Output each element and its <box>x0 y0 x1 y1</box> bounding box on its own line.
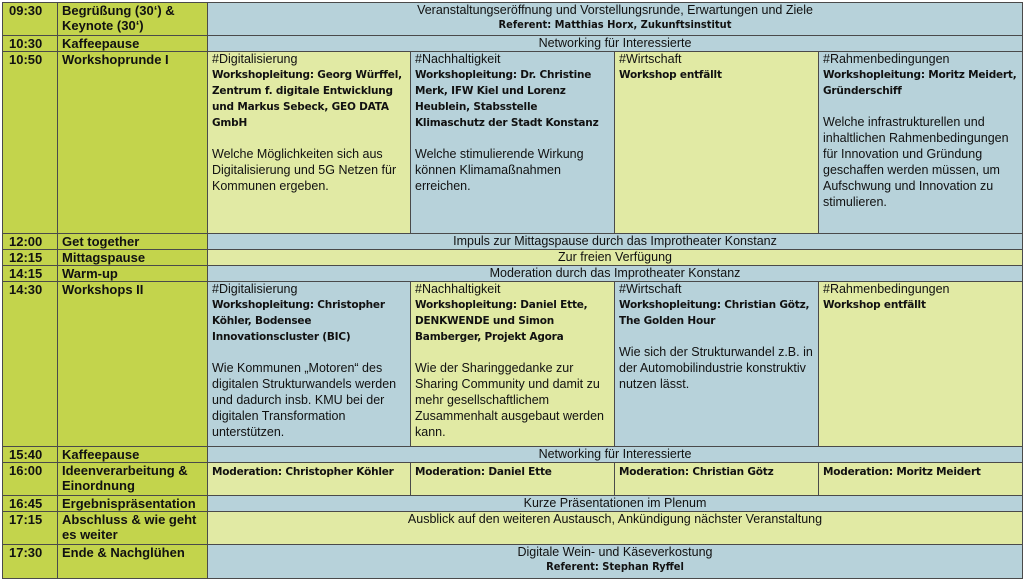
session-label: Ende & Nachglühen <box>58 544 208 578</box>
time-cell: 14:30 <box>3 282 58 446</box>
workshop-description: Wie der Sharinggedanke zur Sharing Community und damit zu mehr gesellschaftlichem Zusammenhalt ausgebaut werden kann. <box>415 361 605 440</box>
row-1415 <box>3 266 1023 282</box>
session-label: Abschluss & wie geht es weiter <box>58 511 208 544</box>
time-cell: 09:30 <box>3 3 58 36</box>
banner-speaker: Referent: Matthias Horx, Zukunftsinstitut <box>498 18 732 31</box>
workshop-description: Welche infrastrukturellen und inhaltlichen Rahmenbedingungen für Innovation und Gründung geschaffen werden müssen, um Aufschwung und Innovation zu stimulieren. <box>823 115 1009 210</box>
workshop-cell-rahmenbedingungen <box>819 282 1023 446</box>
row-1050 <box>3 52 1023 234</box>
session-banner: Zur freien Verfügung <box>208 250 1023 266</box>
workshop-description: Wie Kommunen „Motoren“ des digitalen Strukturwandels werden und dadurch insb. KMU bei der digitalen Transformation unterstützen. <box>212 361 397 440</box>
workshop-lead: Workshopleitung: Moritz Meidert, Gründerschiff <box>823 69 1017 98</box>
session-label: Kaffeepause <box>58 446 208 462</box>
workshop-lead: Workshopleitung: Daniel Ette, DENKWENDE und Simon Bamberger, Projekt Agora <box>415 299 588 344</box>
workshop-tag: #Rahmenbedingungen <box>823 282 950 297</box>
workshop-tag: #Rahmenbedingungen <box>823 52 950 67</box>
workshop-tag: #Digitalisierung <box>212 52 298 67</box>
session-banner: Moderation durch das Improtheater Konstanz <box>208 266 1023 282</box>
time-cell: 10:50 <box>3 52 58 234</box>
session-label: Mittagspause <box>58 250 208 266</box>
time-cell: 17:30 <box>3 544 58 578</box>
time-cell: 17:15 <box>3 511 58 544</box>
moderation-cell: Moderation: Daniel Ette <box>411 462 615 495</box>
banner-speaker: Referent: Stephan Ryffel <box>546 559 684 573</box>
workshop-description: Welche Möglichkeiten sich aus Digitalisierung und 5G Netzen für Kommunen ergeben. <box>212 147 397 194</box>
workshop-tag: #Digitalisierung <box>212 282 298 297</box>
workshop-tag: #Wirtschaft <box>619 52 682 67</box>
workshop-tag: #Wirtschaft <box>619 282 682 297</box>
session-label: Warm-up <box>58 266 208 282</box>
session-label: Workshoprunde I <box>58 52 208 234</box>
workshop-cell-wirtschaft <box>615 282 819 446</box>
workshop-description: Wie sich der Strukturwandel z.B. in der Automobilindustrie konstruktiv nutzen lässt. <box>619 345 813 392</box>
row-1540 <box>3 446 1023 462</box>
row-1715 <box>3 511 1023 544</box>
session-banner: Ausblick auf den weiteren Austausch, Ankündigung nächster Veranstaltung <box>208 511 1023 544</box>
session-banner: Networking für Interessierte <box>208 36 1023 52</box>
row-1600 <box>3 462 1023 495</box>
workshop-lead: Workshopleitung: Georg Würffel, Zentrum f. digitale Entwicklung und Markus Sebeck, GEO DATA GmbH <box>212 69 402 130</box>
session-banner <box>208 544 1023 578</box>
time-cell: 14:15 <box>3 266 58 282</box>
session-label: Workshops II <box>58 282 208 446</box>
workshop-description: Welche stimulierende Wirkung können Klimamaßnahmen erreichen. <box>415 147 584 194</box>
row-1430 <box>3 282 1023 446</box>
row-1730 <box>3 544 1023 578</box>
time-cell: 16:00 <box>3 462 58 495</box>
session-label: Kaffeepause <box>58 36 208 52</box>
workshop-cell-wirtschaft <box>615 52 819 234</box>
workshop-lead: Workshop entfällt <box>823 299 926 312</box>
session-banner: Impuls zur Mittagspause durch das Improtheater Konstanz <box>208 234 1023 250</box>
workshop-lead: Workshopleitung: Christopher Köhler, Bodensee Innovationscluster (BIC) <box>212 299 385 344</box>
time-cell: 12:15 <box>3 250 58 266</box>
session-label: Begrüßung (30‘) & Keynote (30‘) <box>58 3 208 36</box>
schedule-table <box>2 2 1023 579</box>
session-label: Ideenverarbeitung & Einordnung <box>58 462 208 495</box>
workshop-lead: Workshopleitung: Dr. Christine Merk, IFW Kiel und Lorenz Heublein, Stabsstelle Klimaschutz der Stadt Konstanz <box>415 69 599 130</box>
banner-title: Veranstaltungseröffnung und Vorstellungsrunde, Erwartungen und Ziele <box>417 3 813 17</box>
row-1215 <box>3 250 1023 266</box>
time-cell: 15:40 <box>3 446 58 462</box>
session-label: Ergebnispräsentation <box>58 495 208 511</box>
moderation-cell: Moderation: Moritz Meidert <box>819 462 1023 495</box>
time-cell: 12:00 <box>3 234 58 250</box>
workshop-cell-nachhaltigkeit <box>411 282 615 446</box>
workshop-tag: #Nachhaltigkeit <box>415 282 501 297</box>
row-1200 <box>3 234 1023 250</box>
time-cell: 16:45 <box>3 495 58 511</box>
session-banner <box>208 3 1023 36</box>
workshop-lead: Workshopleitung: Christian Götz, The Golden Hour <box>619 299 810 328</box>
workshop-cell-nachhaltigkeit <box>411 52 615 234</box>
moderation-cell: Moderation: Christian Götz <box>615 462 819 495</box>
workshop-cell-rahmenbedingungen <box>819 52 1023 234</box>
time-cell: 10:30 <box>3 36 58 52</box>
row-0930 <box>3 3 1023 36</box>
session-label: Get together <box>58 234 208 250</box>
session-banner: Networking für Interessierte <box>208 446 1023 462</box>
workshop-lead: Workshop entfällt <box>619 69 722 82</box>
banner-title: Digitale Wein- und Käseverkostung <box>517 544 713 559</box>
row-1030 <box>3 36 1023 52</box>
moderation-cell: Moderation: Christopher Köhler <box>208 462 411 495</box>
row-1645 <box>3 495 1023 511</box>
workshop-cell-digitalisierung <box>208 282 411 446</box>
workshop-tag: #Nachhaltigkeit <box>415 52 501 67</box>
workshop-cell-digitalisierung <box>208 52 411 234</box>
session-banner: Kurze Präsentationen im Plenum <box>208 495 1023 511</box>
